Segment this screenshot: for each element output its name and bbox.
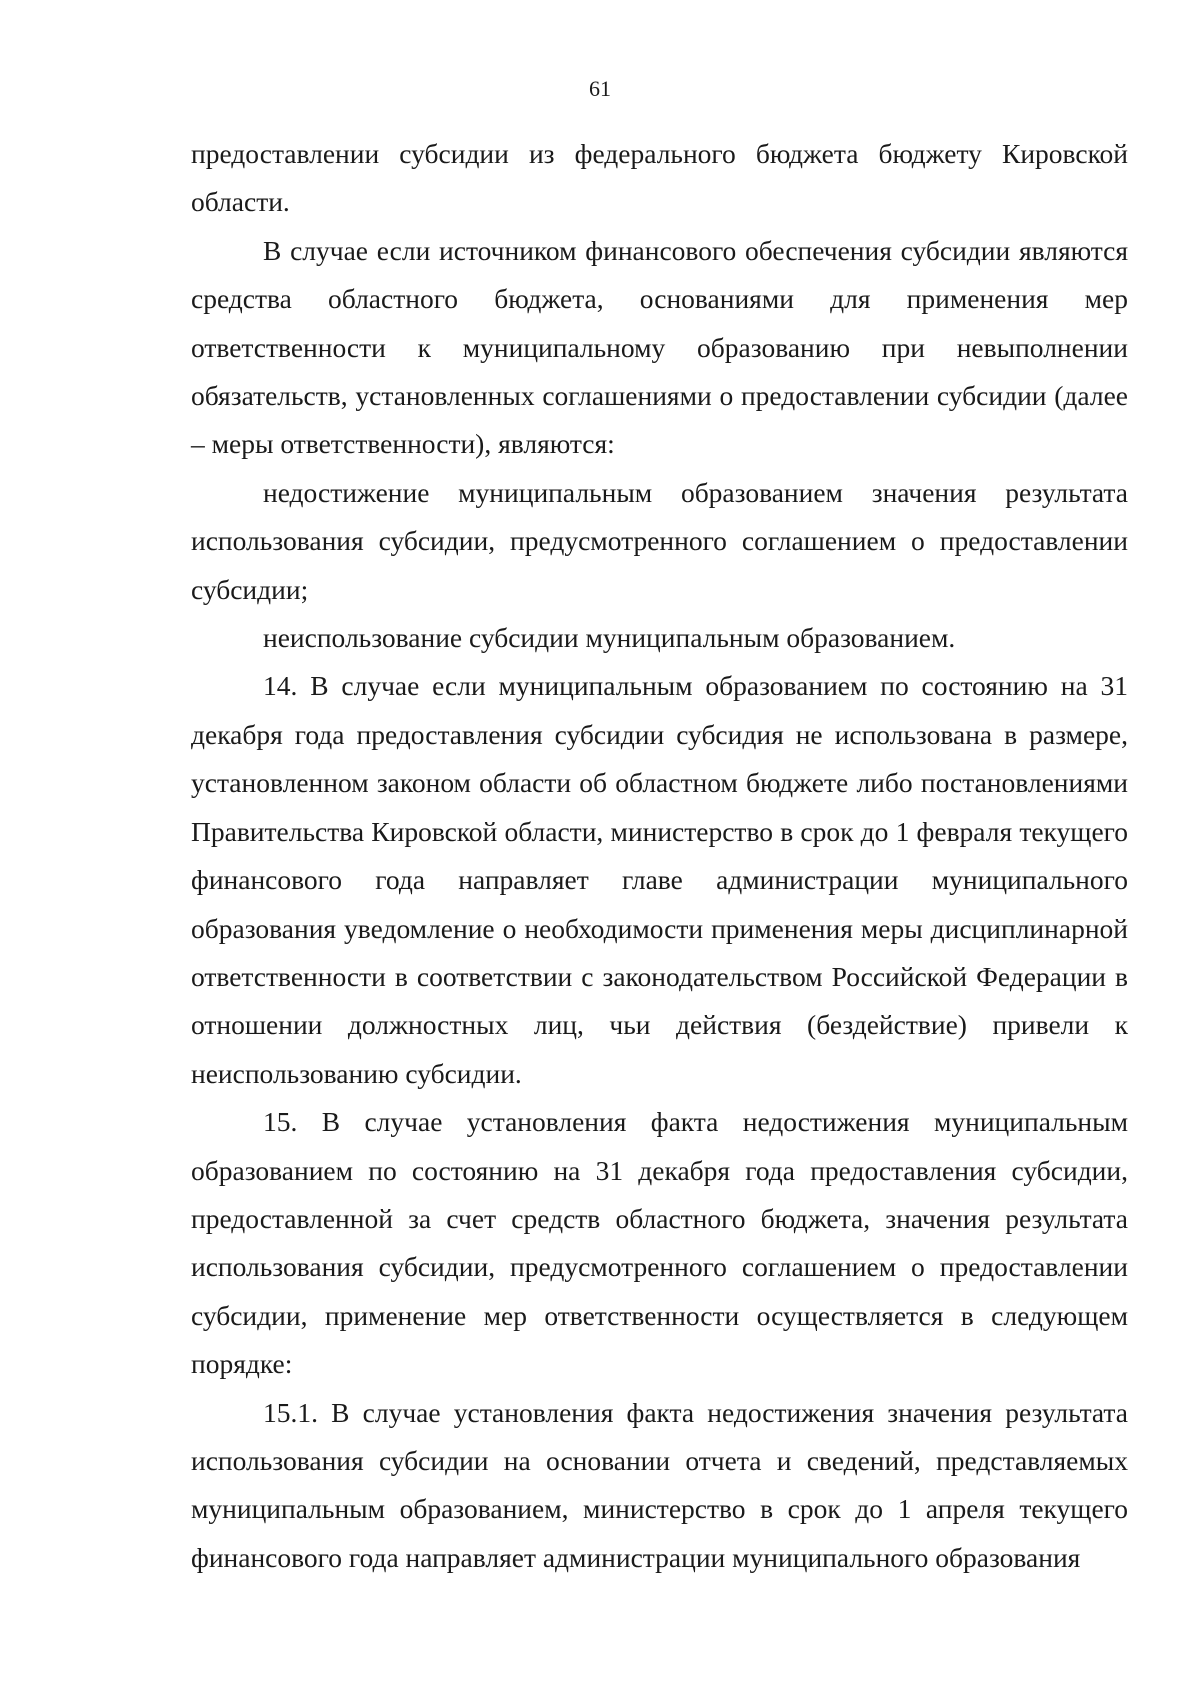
paragraph-clause-15: 15. В случае установления факта недостижения муниципальным образованием по состоянию на 31 декабря года предоставления субсидии, предоставленной за счет средств областного бюджета, значения результата использования субсидии, предусмотренного соглашением о предоставлении субсидии, применение мер ответственности осуществляется в следующем порядке:: [191, 1106, 1128, 1380]
paragraph-clause-14: 14. В случае если муниципальным образованием по состоянию на 31 декабря года предоставления субсидии субсидия не использована в размере, установленном законом области об областном бюджете либо постановлениями Правительства Кировской области, министерство в срок до 1 февраля текущего финансового года направляет главе администрации муниципального образования уведомление о необходимости применения меры дисциплинарной ответственности в соответствии с законодательством Российской Федерации в отношении должностных лиц, чьи действия (бездействие) привели к неиспользованию субсидии.: [191, 670, 1128, 1089]
page-number: 61: [589, 76, 611, 101]
paragraph-liability-grounds: В случае если источником финансового обеспечения субсидии являются средства областного бюджета, основаниями для применения мер ответственности к муниципальному образованию при невыполнении обязательств, установленных соглашениями о предоставлении субсидии (далее – меры ответственности), являются:: [191, 234, 1128, 460]
paragraph-clause-15-1: 15.1. В случае установления факта недостижения значения результата использования субсидии на основании отчета и сведений, представляемых муниципальным образованием, министерство в срок до 1 апреля текущего финансового года направляет администрации муниципального образования: [191, 1396, 1128, 1573]
paragraph-ground-non-achievement: недостижение муниципальным образованием значения результата использования субсидии, предусмотренного соглашением о предоставлении субсидии;: [191, 476, 1128, 605]
paragraph-continuation: предоставлении субсидии из федерального бюджета бюджету Кировской области.: [191, 138, 1128, 218]
paragraph-ground-non-use: неиспользование субсидии муниципальным образованием.: [263, 622, 956, 654]
document-body: [191, 130, 1128, 1582]
